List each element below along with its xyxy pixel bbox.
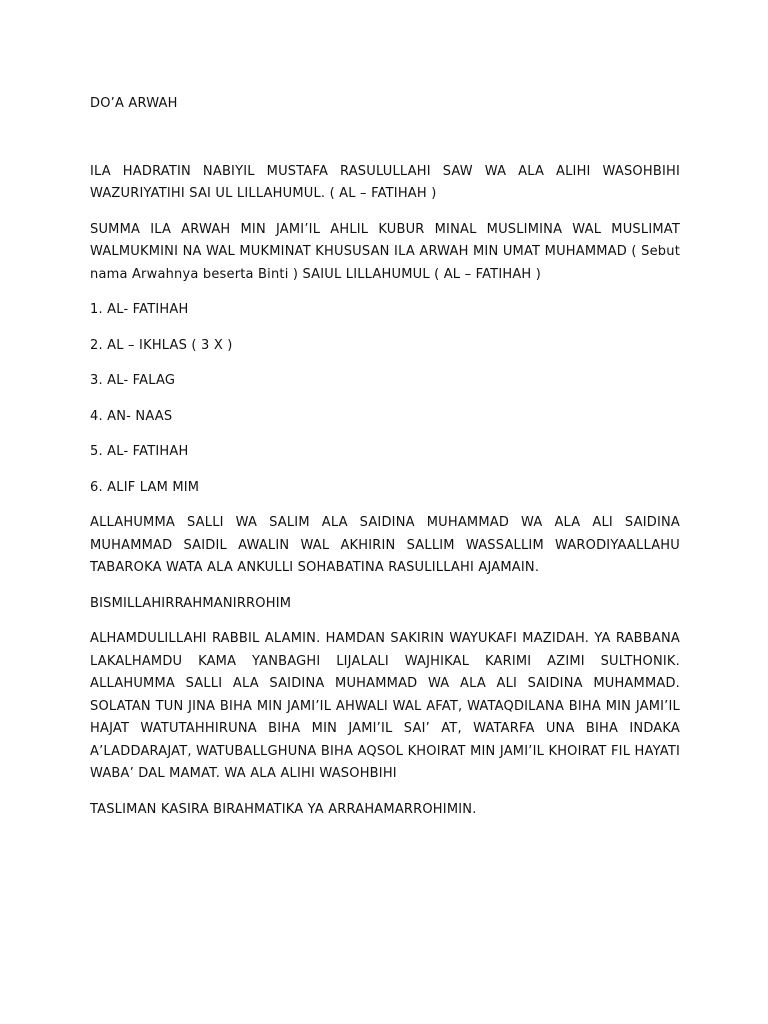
- list-item: [90, 441, 680, 464]
- list-item-text: AL- FATIHAH: [107, 302, 189, 317]
- list-item: [90, 370, 680, 393]
- paragraph-bismillah: BISMILLAHIRRAHMANIRROHIM: [90, 595, 292, 611]
- list-item-number: 2.: [90, 337, 103, 353]
- list-item-text: ALIF LAM MIM: [107, 479, 200, 495]
- list-item-number: 4.: [90, 408, 103, 424]
- paragraph-arwah: SUMMA ILA ARWAH MIN JAMI’IL AHLIL KUBUR MINAL MUSLIMINA WAL MUSLIMAT WALMUKMINI NA WAL MUKMINAT KHUSUSAN ILA ARWAH MIN UMAT MUHAMMAD ( Sebut nama Arwahnya beserta Binti ) SAIUL LILLAHUMUL ( AL – FATIHAH ): [90, 221, 680, 282]
- paragraph-salawat: ALLAHUMMA SALLI WA SALIM ALA SAIDINA MUHAMMAD WA ALA ALI SAIDINA MUHAMMAD SAIDIL AWALIN WAL AKHIRIN SALLIM WASSALLIM WARODIYAALLAHU TABAROKA WATA ALA ANKULLI SOHABATINA RASULILLAHI AJAMAIN.: [90, 515, 680, 575]
- paragraph-alhamdulillah: ALHAMDULILLAHI RABBIL ALAMIN. HAMDAN SAKIRIN WAYUKAFI MAZIDAH. YA RABBANA LAKALHAMDU KAMA YANBAGHI LIJALALI WAJHIKAL KARIMI AZIMI SULTHONIK. ALLAHUMMA SALLI ALA SAIDINA MUHAMMAD WA ALA ALI SAIDINA MUHAMMAD. SOLATAN TUN JINA BIHA MIN JAMI’IL AHWALI WAL AFAT, WATAQDILANA BIHA MIN JAMI’IL HAJAT WATUTAHHIRUNA BIHA MIN JAMI’IL SAI’ AT, WATARFA UNA BIHA INDAKA A’LADDARAJAT, WATUBALLGHUNA BIHA AQSOL KHOIRAT MIN JAMI’IL KHOIRAT FIL HAYATI WABA’ DAL MAMAT. WA ALA ALIHI WASOHBIHI: [90, 631, 680, 781]
- list-item-number: 5.: [90, 444, 103, 459]
- list-item-number: 6.: [90, 479, 103, 495]
- list-item-text: AN- NAAS: [107, 408, 173, 424]
- paragraph-dedication: ILA HADRATIN NABIYIL MUSTAFA RASULULLAHI SAW WA ALA ALIHI WASOHBIHI WAZURIYATIHI SAI UL LILLAHUMUL. ( AL – FATIHAH ): [90, 163, 680, 201]
- list-item: [90, 477, 680, 500]
- list-item-text: AL- FALAG: [107, 373, 176, 388]
- list-item-text: AL – IKHLAS ( 3 X ): [107, 337, 233, 353]
- document-title: DO’A ARWAH: [90, 96, 178, 111]
- list-item: [90, 335, 680, 358]
- list-item: [90, 299, 680, 322]
- paragraph-closing: TASLIMAN KASIRA BIRAHMATIKA YA ARRAHAMARROHIMIN.: [90, 801, 477, 817]
- list-item-number: 1.: [90, 302, 103, 317]
- surah-list: [90, 299, 680, 499]
- list-item-text: AL- FATIHAH: [107, 444, 189, 459]
- list-item-number: 3.: [90, 373, 103, 388]
- document-body: [90, 93, 680, 821]
- list-item: [90, 406, 680, 429]
